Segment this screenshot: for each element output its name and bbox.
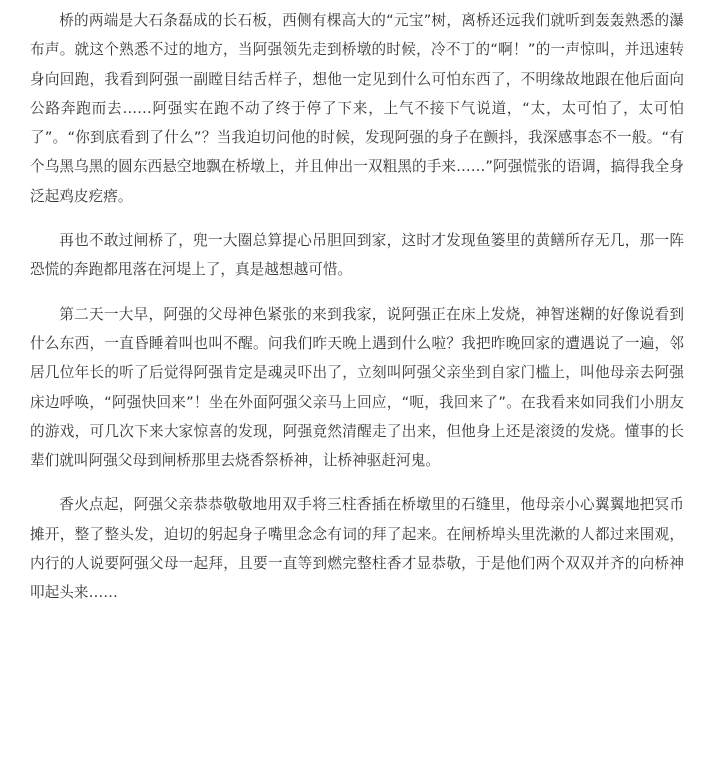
paragraph-next-morning: 第二天一大早，阿强的父母神色紧张的来到我家，说阿强正在床上发烧，神智迷糊的好像说看到什么东西，一直昏睡着叫也叫不醒。问我们昨天晚上遇到什么啦？我把昨晚回家的遭遇说了一遍，邻居几位年长的听了后觉得阿强肯定是魂灵吓出了，立刻叫阿强父亲坐到自家门槛上，叫他母亲去阿强床边呼唤，“阿强快回来”！坐在外面阿强父亲马上回应，“呃，我回来了”。在我看来如同我们小朋友的游戏，可几次下来大家惊喜的发现，阿强竟然清醒走了出来，但他身上还是滚烫的发烧。懂事的长辈们就叫阿强父母到闸桥那里去烧香祭桥神，让桥神驱赶河鬼。	[30, 305, 684, 470]
article-body	[30, 6, 684, 623]
paragraph-return-home: 再也不敢过闸桥了，兜一大圈总算提心吊胆回到家，这时才发现鱼篓里的黄鳝所存无几，那一阵恐慌的奔跑都甩落在河堤上了，真是越想越可惜。	[30, 232, 684, 279]
paragraph-incense-ritual: 香火点起，阿强父亲恭恭敬敬地用双手将三柱香插在桥墩里的石缝里，他母亲小心翼翼地把冥币摊开，整了整头发，迫切的躬起身子嘴里念念有词的拜了起来。在闸桥埠头里洗漱的人都过来围观，内行的人说要阿强父母一起拜，且要一直等到燃完整柱香才显恭敬，于是他们两个双双并齐的向桥神叩起头来……	[30, 496, 684, 602]
paragraph-bridge-scare: 桥的两端是大石条磊成的长石板，西侧有棵高大的“元宝”树，离桥还远我们就听到轰轰熟悉的瀑布声。就这个熟悉不过的地方，当阿强领先走到桥墩的时候，冷不丁的“啊！”的一声惊叫，并迅速转身向回跑，我看到阿强一副瞠目结舌样子，想他一定见到什么可怕东西了，不明缘故地跟在他后面向公路奔跑而去……阿强实在跑不动了终于停了下来，上气不接下气说道，“太，太可怕了，太可怕了”。“你到底看到了什么”？当我迫切问他的时候，发现阿强的身子在颤抖，我深感事态不一般。“有个乌黑乌黑的圆东西悬空地飘在桥墩上，并且伸出一双粗黑的手来……”阿强慌张的语调，搞得我全身泛起鸡皮疙瘩。	[30, 12, 684, 205]
